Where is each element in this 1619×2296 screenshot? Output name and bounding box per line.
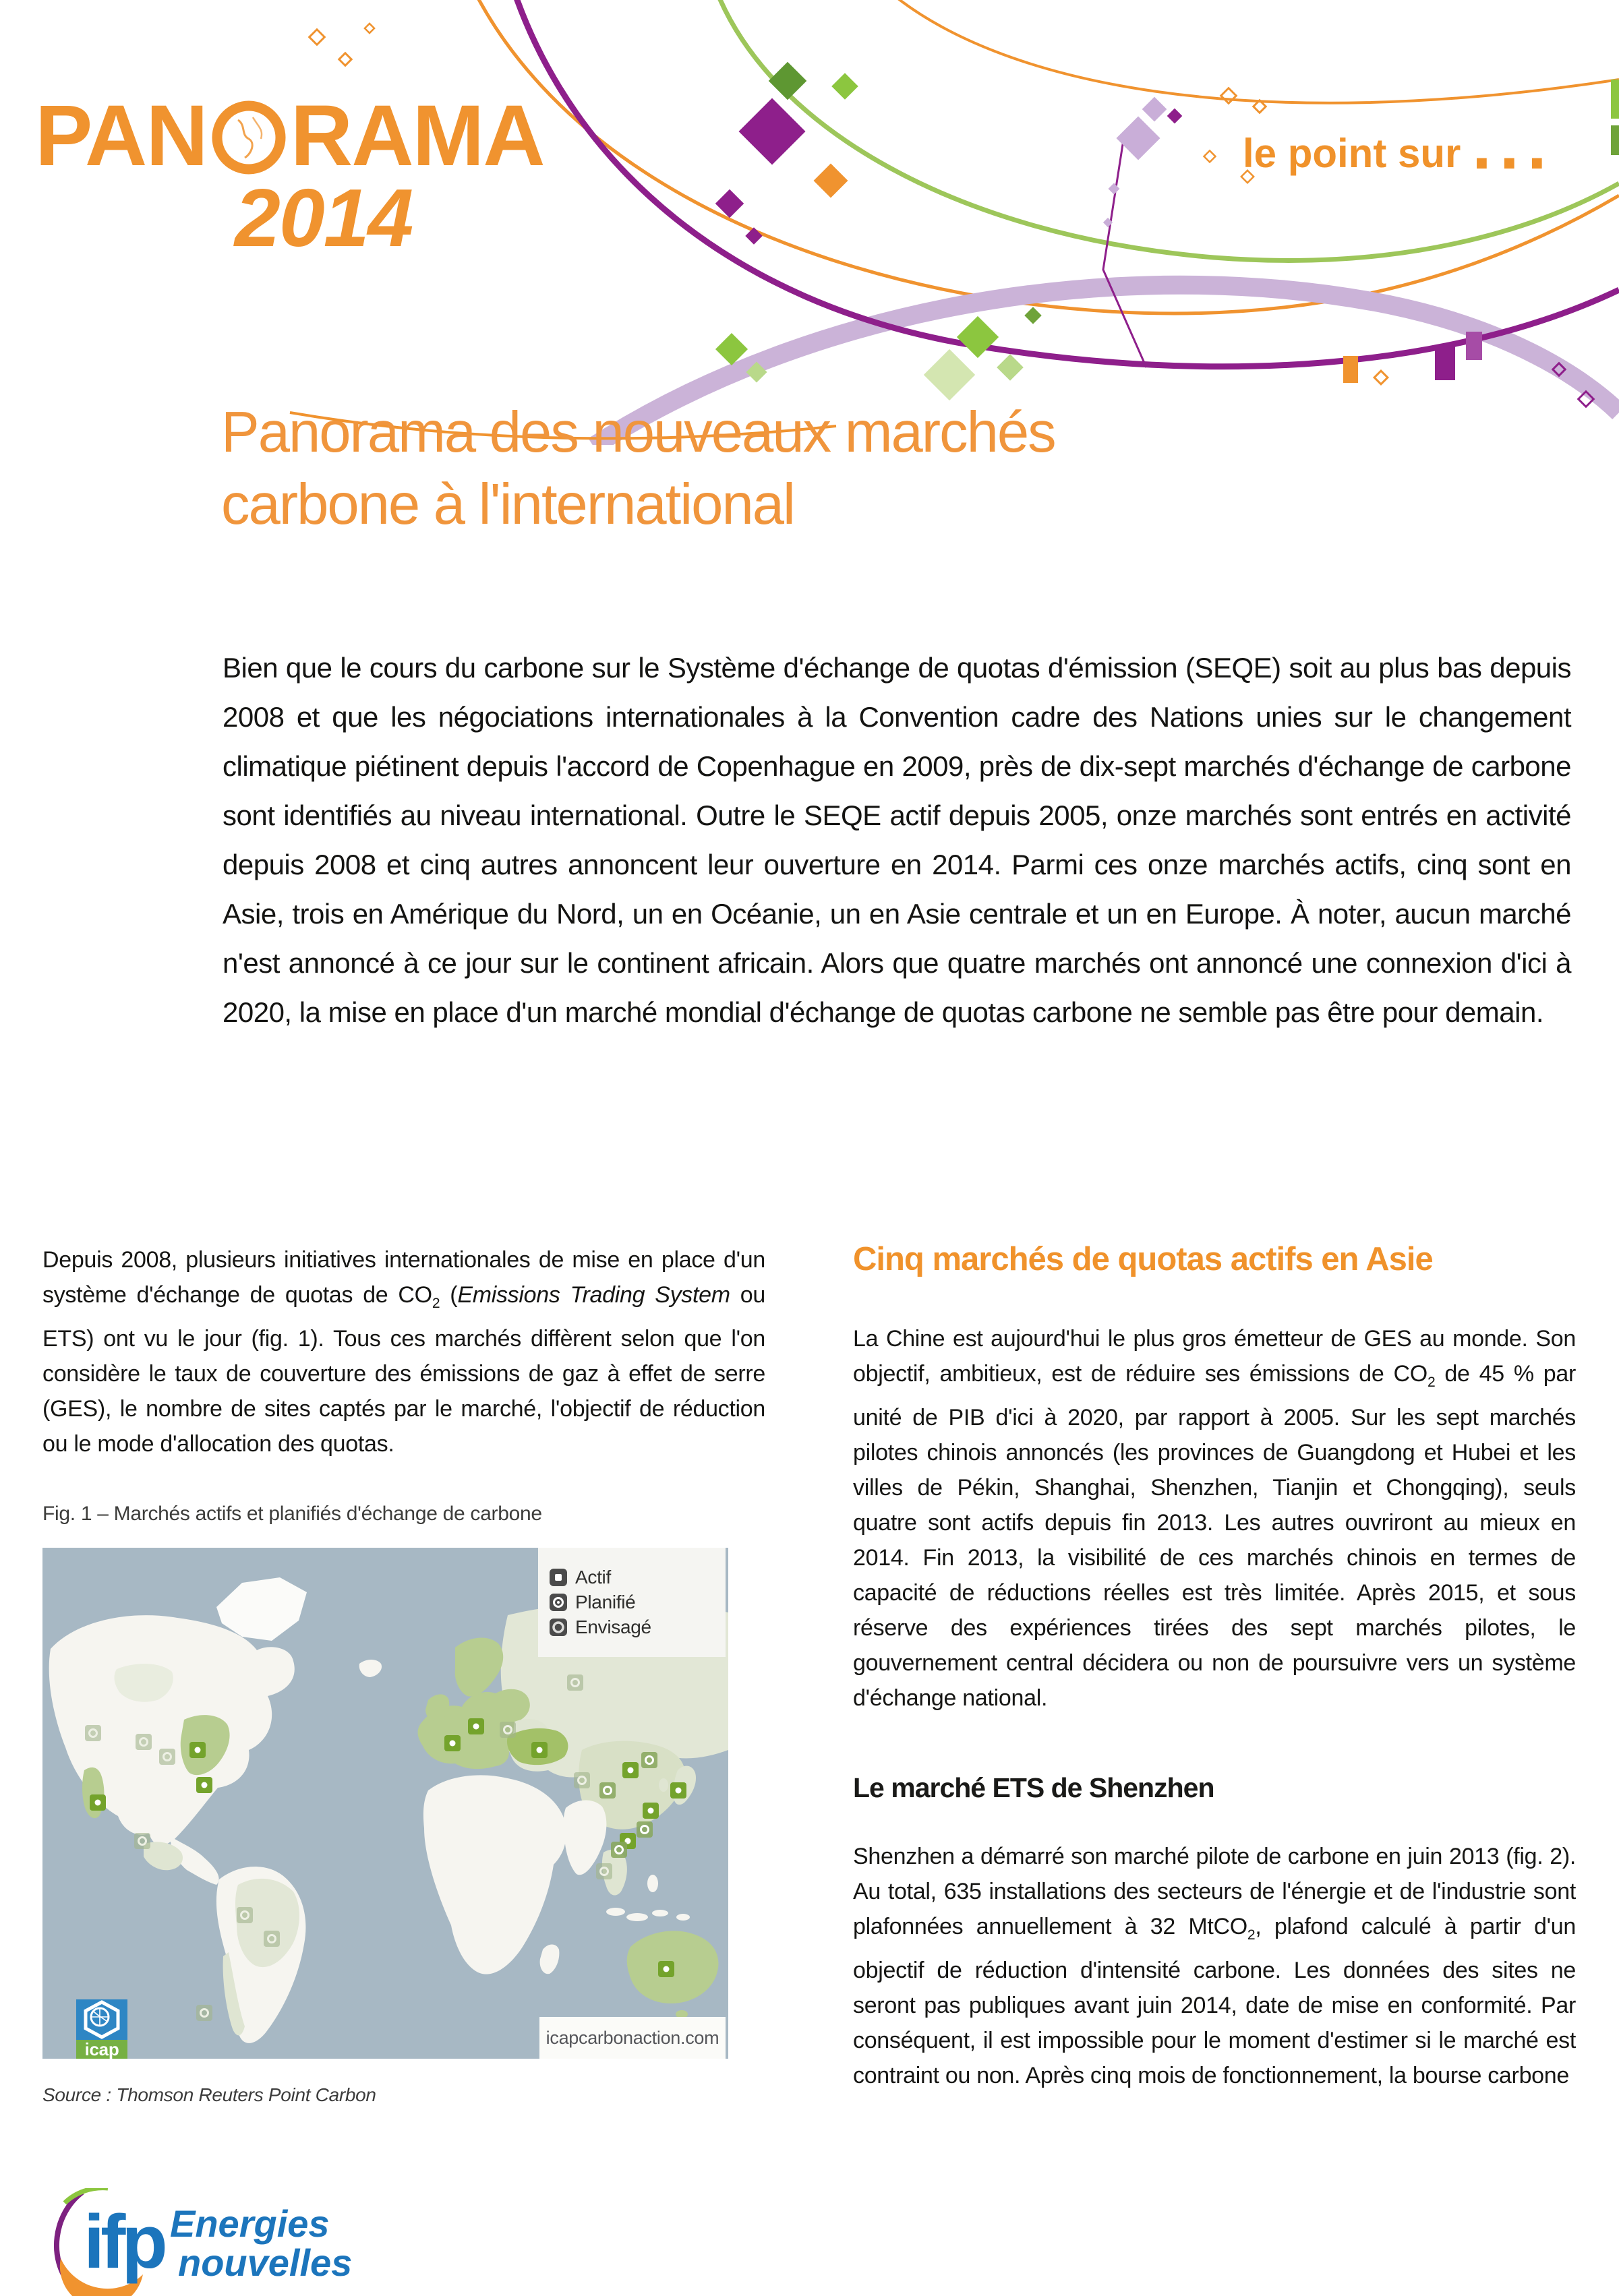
tagline (1243, 106, 1555, 184)
panorama-logo (35, 88, 544, 264)
map-marker-actif (643, 1803, 659, 1819)
ifp-logo-text: ifp (84, 2200, 164, 2284)
page-title-line1: Panorama des nouveaux marchés (221, 400, 1055, 464)
map-marker-planifie (599, 1782, 616, 1799)
globe-icon (211, 100, 287, 175)
logo-part1: PAN (35, 88, 207, 184)
figure-caption: Fig. 1 – Marchés actifs et planifiés d'échange de carbone (42, 1502, 542, 1525)
map-marker-envisage (85, 1725, 101, 1741)
ifp-brand-line1: Energies (170, 2202, 330, 2245)
right-paragraph-1: La Chine est aujourd'hui le plus gros émetteur de GES au monde. Son objectif, ambitieux, est de réduire ses émissions de $CO_2$ de 45 % par unité de PIB d'ici à 2020, par rapport à 2005. Sur les sept marchés pilotes chinois annoncés (les provinces de Guangdong et Hubei et les villes de Pékin, Shanghai, Shenzhen, Tianjin et Chongqing), seuls quatre sont actifs depuis fin 2013. Les autres ouvriront au mieux en 2014. Fin 2013, la visibilité de ces marchés chinois en termes de capacité de réductions réelles est très limitée. Après 2015, et sous réserve des expériences tirées des sept marchés pilotes, le gouvernement central décidera ou non de poursuivre vers un système d'échange national. (853, 1326, 1576, 1712)
logo-part2: RAMA (290, 88, 544, 184)
legend-label-envisage: Envisagé (575, 1616, 651, 1637)
icap-logo (76, 1999, 127, 2059)
map-marker-envisage (159, 1749, 175, 1765)
map-legend (538, 1548, 726, 1657)
figure-source: Source : Thomson Reuters Point Carbon (42, 2084, 376, 2105)
sub-heading: Le marché ETS de Shenzhen (853, 1772, 1214, 1804)
map-marker-envisage (574, 1772, 590, 1788)
map-watermark-text: icapcarbonaction.com (546, 2027, 719, 2048)
map-marker-actif (468, 1718, 484, 1734)
world-map (42, 1548, 728, 2059)
panorama-logo-text (35, 88, 544, 184)
page-title (221, 396, 1055, 541)
ifp-brand-line2: nouvelles (178, 2241, 353, 2284)
map-marker-actif (670, 1782, 686, 1799)
map-marker-actif (189, 1742, 206, 1758)
icap-logo-text: icap (84, 2038, 119, 2059)
map-marker-actif (90, 1794, 106, 1811)
map-marker-actif (196, 1777, 212, 1793)
legend-label-actif: Actif (575, 1566, 611, 1588)
map-marker-planifie (641, 1752, 657, 1768)
map-marker-envisage (196, 2005, 212, 2021)
map-marker-planifie (637, 1821, 653, 1838)
intro-paragraph: Bien que le cours du carbone sur le Système d'échange de quotas d'émission (SEQE) soit au plus bas depuis 2008 et que les négociations internationales à la Convention cadre des Nations unies sur le changement climatique piétinent depuis l'accord de Copenhague en 2009, près de dix-sept marchés d'échange de carbone sont identifiés au niveau international. Outre le SEQE actif depuis 2005, onze marchés sont entrés en activité depuis 2008 et cinq autres annoncent leur ouverture en 2014. Parmi ces onze marchés actifs, cinq sont en Asie, trois en Amérique du Nord, un en Océanie, un en Asie centrale et un en Europe. À noter, aucun marché n'est annoncé à ce jour sur le continent africain. Alors que quatre marchés ont annoncé une connexion d'ici à 2020, la mise en place d'un marché mondial d'échange de quotas carbone ne semble pas être pour demain. (223, 652, 1571, 1028)
map-marker-envisage (264, 1931, 280, 1947)
map-marker-actif (658, 1961, 674, 1977)
map-marker-envisage (134, 1833, 150, 1849)
logo-year: 2014 (235, 172, 413, 264)
left-paragraph: Depuis 2008, plusieurs initiatives internationales de mise en place d'un système d'échange de quotas de $CO_2$ (Emissions Trading System ou ETS) ont vu le jour (fig. 1). Tous ces marchés diffèrent selon que l'on considère le taux de couverture des émissions de gaz à effet de serre (GES), le nombre de sites captés par le marché, l'objectif de réduction ou le mode d'allocation des quotas. (42, 1247, 766, 1457)
map-marker-envisage (136, 1734, 152, 1750)
map-watermark (539, 2017, 726, 2059)
left-column (42, 1242, 765, 2113)
legend-envisage-icon (550, 1619, 567, 1636)
map-marker-planifie (611, 1842, 627, 1858)
legend-label-planifie: Planifié (575, 1591, 636, 1612)
page-title-line2: carbone à l'international (221, 473, 794, 537)
right-column (853, 1242, 1576, 2093)
map-marker-envisage (237, 1907, 253, 1923)
figure-map (42, 1548, 728, 2059)
section-heading: Cinq marchés de quotas actifs en Asie (853, 1241, 1433, 1277)
map-marker-actif (622, 1762, 639, 1778)
diamond-ornaments (715, 62, 1183, 400)
tagline-dots: ... (1472, 106, 1555, 184)
map-marker-envisage (596, 1863, 612, 1879)
right-paragraph-2: Shenzhen a démarré son marché pilote de carbone en juin 2013 (fig. 2). Au total, 635 installations des secteurs de l'énergie et de l'industrie sont plafonnées annuellement à 32 MtCO$_2$, plafond calculé à partir d'un objectif de réduction d'intensité carbone. Les données des sites ne seront pas publiques avant juin 2014, date de mise en conformité. Par conséquent, il est impossible pour le moment d'estimer si le marché est contraint ou non. Après cinq mois de fonctionnement, la bourse carbone (853, 1844, 1576, 2089)
map-marker-envisage (500, 1722, 516, 1738)
map-marker-envisage (567, 1674, 583, 1691)
tagline-text: le point sur (1243, 131, 1473, 176)
map-marker-actif (531, 1742, 548, 1758)
map-marker-actif (444, 1735, 461, 1751)
ifp-logo (38, 2188, 388, 2296)
